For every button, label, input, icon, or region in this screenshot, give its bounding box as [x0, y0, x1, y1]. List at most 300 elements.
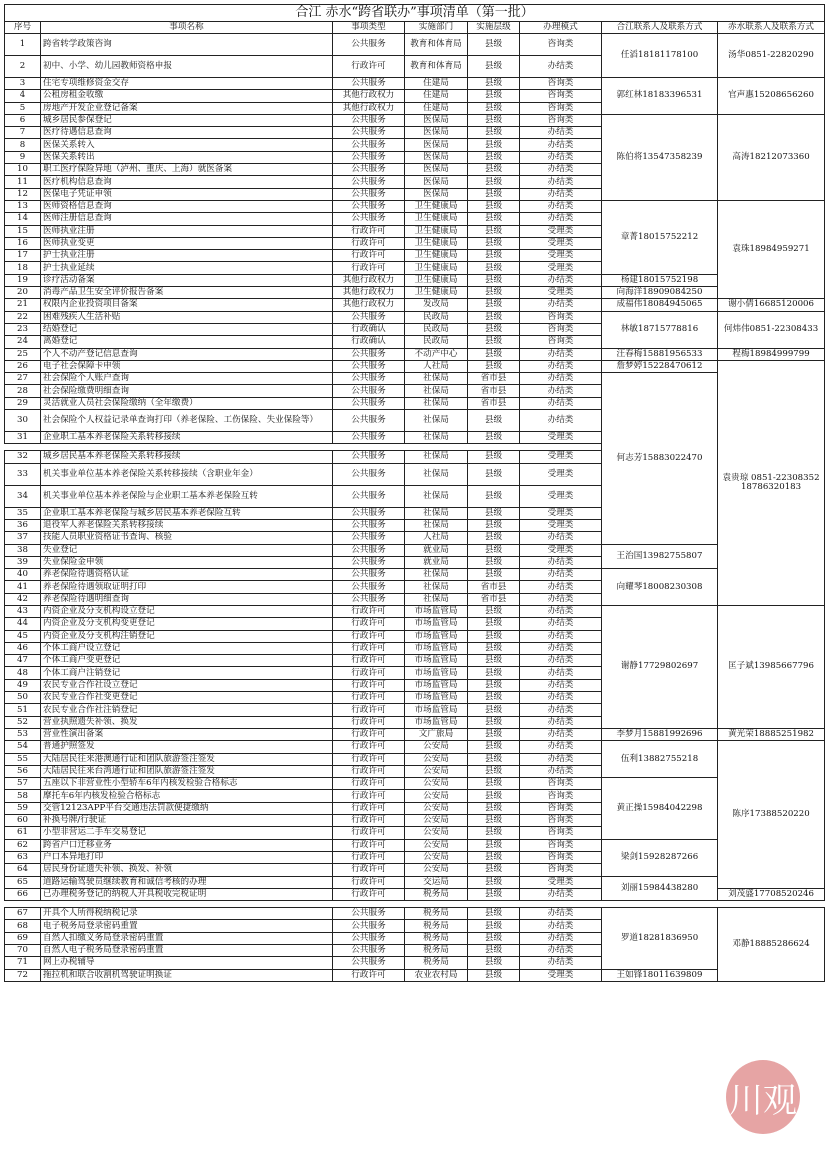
cell-chishui-contact: 程梅18984999799 — [718, 348, 825, 360]
cell-no: 7 — [5, 127, 41, 139]
cell-level: 省市县 — [468, 397, 520, 409]
cell-no: 21 — [5, 299, 41, 311]
cell-level: 县级 — [468, 605, 520, 617]
cell-no: 27 — [5, 373, 41, 385]
cell-hejiang-contact: 向海洋18909084250 — [602, 287, 718, 299]
cell-level: 县级 — [468, 802, 520, 814]
cell-item-type: 公共服务 — [333, 544, 405, 556]
cell-item-type: 行政许可 — [333, 851, 405, 863]
cell-department: 住建局 — [405, 102, 468, 114]
cell-item-type: 行政许可 — [333, 778, 405, 790]
cell-item-type: 公共服务 — [333, 532, 405, 544]
cell-item-type: 公共服务 — [333, 945, 405, 957]
cell-level: 省市县 — [468, 385, 520, 397]
cell-item-type: 行政许可 — [333, 753, 405, 765]
cell-chishui-contact: 何炜伟0851-22308433 — [718, 311, 825, 348]
cell-mode: 受理类 — [520, 225, 602, 237]
cell-mode: 办结类 — [520, 274, 602, 286]
cell-item-type: 公共服务 — [333, 932, 405, 944]
cell-item-name: 养老保险待遇资格认证 — [41, 569, 333, 581]
cell-department: 社保局 — [405, 451, 468, 463]
cell-level: 县级 — [468, 569, 520, 581]
cell-item-name: 医保关系转入 — [41, 139, 333, 151]
cell-department: 教育和体育局 — [405, 34, 468, 56]
cell-department: 公安局 — [405, 790, 468, 802]
cell-item-type: 行政许可 — [333, 642, 405, 654]
cell-hejiang-contact: 伍利13882755218 — [602, 741, 718, 778]
cell-department: 公安局 — [405, 765, 468, 777]
table-row — [5, 876, 825, 888]
cell-no: 38 — [5, 544, 41, 556]
cell-level: 县级 — [468, 188, 520, 200]
cell-department: 公安局 — [405, 802, 468, 814]
table-row — [5, 311, 825, 323]
cell-department: 社保局 — [405, 373, 468, 385]
cell-no: 34 — [5, 485, 41, 507]
cell-item-name: 社会保险个人账户查询 — [41, 373, 333, 385]
cell-item-name: 摩托车6年内核发检验合格标志 — [41, 790, 333, 802]
cell-department: 医保局 — [405, 176, 468, 188]
cell-no: 28 — [5, 385, 41, 397]
cell-department: 市场监管局 — [405, 692, 468, 704]
cell-item-type: 行政许可 — [333, 250, 405, 262]
cell-mode: 办结类 — [520, 920, 602, 932]
cell-mode: 办结类 — [520, 127, 602, 139]
cell-mode: 咨询类 — [520, 851, 602, 863]
cell-mode: 办结类 — [520, 213, 602, 225]
cell-no: 41 — [5, 581, 41, 593]
cell-department: 税务局 — [405, 908, 468, 920]
cell-level: 县级 — [468, 34, 520, 56]
cell-department: 社保局 — [405, 432, 468, 444]
cell-no: 11 — [5, 176, 41, 188]
cell-hejiang-contact: 陈伯将13547358239 — [602, 114, 718, 200]
cell-item-type: 行政许可 — [333, 839, 405, 851]
cell-item-name: 农民专业合作社变更登记 — [41, 692, 333, 704]
cell-department: 市场监管局 — [405, 655, 468, 667]
cell-mode: 办结类 — [520, 753, 602, 765]
cell-level: 县级 — [468, 778, 520, 790]
cell-level: 县级 — [468, 139, 520, 151]
cell-no: 16 — [5, 237, 41, 249]
cell-chishui-contact: 陈序17388520220 — [718, 741, 825, 889]
cell-level: 县级 — [468, 451, 520, 463]
cell-hejiang-contact: 向耀琴18008230308 — [602, 569, 718, 606]
cell-item-name: 普通护照签发 — [41, 741, 333, 753]
cell-hejiang-contact: 王如锋18011639809 — [602, 969, 718, 981]
cell-item-type: 行政许可 — [333, 864, 405, 876]
cell-level: 县级 — [468, 519, 520, 531]
cell-no: 69 — [5, 932, 41, 944]
cell-hejiang-contact: 谢静17729802697 — [602, 605, 718, 728]
cell-department: 社保局 — [405, 463, 468, 485]
cell-mode: 办结类 — [520, 908, 602, 920]
cell-no: 4 — [5, 90, 41, 102]
cell-no: 43 — [5, 605, 41, 617]
cell-department: 发改局 — [405, 299, 468, 311]
cell-item-type: 公共服务 — [333, 114, 405, 126]
cell-level: 县级 — [468, 507, 520, 519]
cell-department: 民政局 — [405, 336, 468, 348]
cell-no: 71 — [5, 957, 41, 969]
cell-no: 37 — [5, 532, 41, 544]
cell-item-name: 失业保险金申领 — [41, 556, 333, 568]
cell-level: 县级 — [468, 864, 520, 876]
cell-no: 14 — [5, 213, 41, 225]
table-row — [5, 360, 825, 372]
cell-level: 县级 — [468, 348, 520, 360]
cell-no: 12 — [5, 188, 41, 200]
cell-no: 22 — [5, 311, 41, 323]
cell-chishui-contact: 刘茂盛17708520246 — [718, 888, 825, 900]
cell-level: 县级 — [468, 827, 520, 839]
cell-department: 税务局 — [405, 945, 468, 957]
header-row — [5, 22, 825, 34]
cell-item-type: 行政许可 — [333, 655, 405, 667]
cell-item-name: 房地产开发企业登记备案 — [41, 102, 333, 114]
cell-mode: 受理类 — [520, 432, 602, 444]
cell-mode: 办结类 — [520, 642, 602, 654]
cell-mode: 受理类 — [520, 250, 602, 262]
cell-level: 县级 — [468, 164, 520, 176]
cell-item-type: 行政许可 — [333, 728, 405, 740]
cell-mode: 办结类 — [520, 176, 602, 188]
cell-item-name: 初中、小学、幼儿园教师资格申报 — [41, 56, 333, 78]
cell-level: 县级 — [468, 544, 520, 556]
cell-item-name: 技能人员职业资格证书查询、核验 — [41, 532, 333, 544]
cell-department: 医保局 — [405, 151, 468, 163]
cell-item-type: 公共服务 — [333, 78, 405, 90]
cell-item-type: 公共服务 — [333, 569, 405, 581]
cell-level: 县级 — [468, 692, 520, 704]
cell-no: 65 — [5, 876, 41, 888]
cell-item-name: 困难残疾人生活补贴 — [41, 311, 333, 323]
cell-item-type: 公共服务 — [333, 188, 405, 200]
cell-department: 医保局 — [405, 114, 468, 126]
cell-no: 53 — [5, 728, 41, 740]
table-row — [5, 287, 825, 299]
cell-item-name: 开具个人所得税纳税记录 — [41, 908, 333, 920]
cell-level: 县级 — [468, 655, 520, 667]
cell-mode: 办结类 — [520, 56, 602, 78]
cell-item-type: 公共服务 — [333, 127, 405, 139]
cell-item-type: 其他行政权力 — [333, 102, 405, 114]
cell-no: 56 — [5, 765, 41, 777]
cell-item-type: 公共服务 — [333, 373, 405, 385]
cell-item-name: 内资企业及分支机构设立登记 — [41, 605, 333, 617]
cell-department: 公安局 — [405, 741, 468, 753]
table-row — [5, 348, 825, 360]
cell-no: 64 — [5, 864, 41, 876]
cell-mode: 受理类 — [520, 519, 602, 531]
cell-hejiang-contact: 杨建18015752198 — [602, 274, 718, 286]
cell-mode: 咨询类 — [520, 790, 602, 802]
cell-department: 市场监管局 — [405, 630, 468, 642]
cell-level: 省市县 — [468, 581, 520, 593]
cell-chishui-contact: 黄光荣18885251982 — [718, 728, 825, 740]
cell-item-name: 社会保险缴费明细查询 — [41, 385, 333, 397]
cell-department: 市场监管局 — [405, 642, 468, 654]
table-row — [5, 200, 825, 212]
cell-mode: 办结类 — [520, 888, 602, 900]
cell-item-type: 公共服务 — [333, 556, 405, 568]
cell-mode: 咨询类 — [520, 778, 602, 790]
cell-level: 县级 — [468, 262, 520, 274]
cell-department: 人社局 — [405, 360, 468, 372]
cell-item-name: 电子税务局登录密码重置 — [41, 920, 333, 932]
cell-department: 市场监管局 — [405, 716, 468, 728]
cell-chishui-contact: 袁珠18984959271 — [718, 200, 825, 298]
cell-mode: 咨询类 — [520, 864, 602, 876]
cell-mode: 咨询类 — [520, 78, 602, 90]
cell-chishui-contact: 邓静18885286624 — [718, 908, 825, 982]
cell-mode: 咨询类 — [520, 839, 602, 851]
cell-mode: 办结类 — [520, 348, 602, 360]
cell-no: 5 — [5, 102, 41, 114]
cell-department: 公安局 — [405, 864, 468, 876]
cell-item-name: 大陆居民往来台湾通行证和团队旅游签注签发 — [41, 765, 333, 777]
table-row — [5, 569, 825, 581]
cell-item-name: 医师执业注册 — [41, 225, 333, 237]
cell-item-name: 退役军人养老保险关系转移接续 — [41, 519, 333, 531]
cell-item-type: 公共服务 — [333, 385, 405, 397]
cell-level: 县级 — [468, 790, 520, 802]
cell-item-name: 营业执照遗失补领、换发 — [41, 716, 333, 728]
cell-no: 61 — [5, 827, 41, 839]
cell-hejiang-contact: 黄正操15984042298 — [602, 778, 718, 839]
cell-item-name: 公租房租金收缴 — [41, 90, 333, 102]
cell-department: 市场监管局 — [405, 605, 468, 617]
cell-item-name: 营业性演出备案 — [41, 728, 333, 740]
cell-mode: 办结类 — [520, 957, 602, 969]
cell-item-name: 机关事业单位基本养老保险与企业职工基本养老保险互转 — [41, 485, 333, 507]
cell-level: 县级 — [468, 90, 520, 102]
cell-item-name: 交管12123APP平台交通违法罚款便捷缴纳 — [41, 802, 333, 814]
cell-item-name: 个体工商户变更登记 — [41, 655, 333, 667]
cell-hejiang-contact: 罗道18281836950 — [602, 908, 718, 969]
cell-item-name: 自然人电子税务局登录密码重置 — [41, 945, 333, 957]
cell-department: 医保局 — [405, 127, 468, 139]
cell-mode: 办结类 — [520, 164, 602, 176]
cell-department: 市场监管局 — [405, 704, 468, 716]
cell-no: 3 — [5, 78, 41, 90]
cell-chishui-contact: 高涛18212073360 — [718, 114, 825, 200]
cell-item-name: 企业职工基本养老保险与城乡居民基本养老保险互转 — [41, 507, 333, 519]
cell-item-name: 医保关系转出 — [41, 151, 333, 163]
cell-level: 县级 — [468, 876, 520, 888]
cell-item-name: 居民身份证遗失补领、换发、补领 — [41, 864, 333, 876]
cell-level: 县级 — [468, 741, 520, 753]
cell-mode: 办结类 — [520, 397, 602, 409]
cell-department: 社保局 — [405, 507, 468, 519]
cell-item-name: 医疗待遇信息查询 — [41, 127, 333, 139]
cell-mode: 受理类 — [520, 463, 602, 485]
cell-no: 39 — [5, 556, 41, 568]
table-row — [5, 34, 825, 56]
cell-level: 省市县 — [468, 373, 520, 385]
cell-level: 县级 — [468, 667, 520, 679]
cell-no: 57 — [5, 778, 41, 790]
cell-mode: 办结类 — [520, 932, 602, 944]
cell-level: 县级 — [468, 78, 520, 90]
cell-item-type: 行政许可 — [333, 618, 405, 630]
cell-level: 县级 — [468, 432, 520, 444]
header-item-type: 事项类型 — [333, 22, 405, 34]
cell-department: 卫生健康局 — [405, 262, 468, 274]
cell-level: 县级 — [468, 532, 520, 544]
cell-item-type: 行政许可 — [333, 679, 405, 691]
cell-item-name: 失业登记 — [41, 544, 333, 556]
table-row — [5, 839, 825, 851]
cell-department: 社保局 — [405, 593, 468, 605]
cell-no: 40 — [5, 569, 41, 581]
cell-item-type: 行政许可 — [333, 225, 405, 237]
cell-mode: 办结类 — [520, 728, 602, 740]
cell-item-name: 企业职工基本养老保险关系转移接续 — [41, 432, 333, 444]
cell-level: 县级 — [468, 485, 520, 507]
cell-item-name: 跨省转学政策咨询 — [41, 34, 333, 56]
cell-level: 县级 — [468, 237, 520, 249]
header-mode: 办理模式 — [520, 22, 602, 34]
cell-mode: 办结类 — [520, 679, 602, 691]
cell-department: 人社局 — [405, 532, 468, 544]
cell-level: 县级 — [468, 765, 520, 777]
cell-level: 县级 — [468, 102, 520, 114]
cell-department: 医保局 — [405, 164, 468, 176]
cell-no: 8 — [5, 139, 41, 151]
cell-level: 县级 — [468, 151, 520, 163]
cell-level: 县级 — [468, 114, 520, 126]
cell-no: 52 — [5, 716, 41, 728]
cell-hejiang-contact: 李梦月15881992696 — [602, 728, 718, 740]
cell-item-name: 个体工商户注销登记 — [41, 667, 333, 679]
table-gap-cell — [5, 444, 825, 451]
cell-no: 45 — [5, 630, 41, 642]
cell-mode: 办结类 — [520, 581, 602, 593]
cell-department: 公安局 — [405, 753, 468, 765]
cell-no: 2 — [5, 56, 41, 78]
cell-item-type: 公共服务 — [333, 164, 405, 176]
cell-no: 70 — [5, 945, 41, 957]
cell-department: 社保局 — [405, 410, 468, 432]
cell-department: 公安局 — [405, 778, 468, 790]
cell-mode: 办结类 — [520, 532, 602, 544]
cell-no: 32 — [5, 451, 41, 463]
cell-department: 卫生健康局 — [405, 213, 468, 225]
cell-no: 15 — [5, 225, 41, 237]
cell-no: 48 — [5, 667, 41, 679]
cell-no: 18 — [5, 262, 41, 274]
cell-item-type: 公共服务 — [333, 139, 405, 151]
cell-mode: 办结类 — [520, 569, 602, 581]
cell-item-name: 灵活就业人员社会保险缴纳（全年缴费） — [41, 397, 333, 409]
cell-item-name: 住宅专项维修资金交存 — [41, 78, 333, 90]
cell-level: 县级 — [468, 920, 520, 932]
cell-item-name: 机关事业单位基本养老保险关系转移接续（含职业年金） — [41, 463, 333, 485]
cell-department: 民政局 — [405, 323, 468, 335]
cell-no: 67 — [5, 908, 41, 920]
cell-item-name: 户口本异地打印 — [41, 851, 333, 863]
cell-mode: 办结类 — [520, 667, 602, 679]
cell-level: 县级 — [468, 618, 520, 630]
cell-item-type: 公共服务 — [333, 34, 405, 56]
cell-department: 教育和体育局 — [405, 56, 468, 78]
cell-mode: 咨询类 — [520, 311, 602, 323]
cell-department: 市场监管局 — [405, 679, 468, 691]
cell-department: 公安局 — [405, 815, 468, 827]
cell-level: 县级 — [468, 410, 520, 432]
cell-no: 17 — [5, 250, 41, 262]
cell-item-name: 医师资格信息查询 — [41, 200, 333, 212]
cell-department: 社保局 — [405, 519, 468, 531]
cell-hejiang-contact: 王治国13982755807 — [602, 544, 718, 569]
cell-chishui-contact: 袁贵琼 0851-22308352 18786320183 — [718, 360, 825, 605]
cell-level: 县级 — [468, 127, 520, 139]
cell-chishui-contact: 谢小倩16685120006 — [718, 299, 825, 311]
cell-mode: 咨询类 — [520, 802, 602, 814]
cell-mode: 办结类 — [520, 765, 602, 777]
cell-mode: 咨询类 — [520, 815, 602, 827]
cell-item-name: 消毒产品卫生安全评价报告备案 — [41, 287, 333, 299]
cell-item-type: 公共服务 — [333, 908, 405, 920]
cell-item-name: 大陆居民往来港澳通行证和团队旅游签注签发 — [41, 753, 333, 765]
cell-item-type: 行政许可 — [333, 888, 405, 900]
cell-item-type: 公共服务 — [333, 485, 405, 507]
header-no: 序号 — [5, 22, 41, 34]
cell-item-name: 结婚登记 — [41, 323, 333, 335]
cell-no: 33 — [5, 463, 41, 485]
cell-no: 36 — [5, 519, 41, 531]
cell-item-type: 行政许可 — [333, 667, 405, 679]
cell-mode: 办结类 — [520, 200, 602, 212]
cell-item-name: 个体工商户设立登记 — [41, 642, 333, 654]
cell-mode: 咨询类 — [520, 114, 602, 126]
cell-mode: 办结类 — [520, 630, 602, 642]
cell-department: 税务局 — [405, 920, 468, 932]
cell-item-type: 公共服务 — [333, 151, 405, 163]
cell-item-name: 农民专业合作社设立登记 — [41, 679, 333, 691]
cell-no: 49 — [5, 679, 41, 691]
cell-department: 医保局 — [405, 188, 468, 200]
cell-item-name: 跨省户口迁移业务 — [41, 839, 333, 851]
cell-mode: 受理类 — [520, 451, 602, 463]
cell-level: 县级 — [468, 225, 520, 237]
table-row — [5, 373, 825, 385]
cell-item-name: 养老保险待遇领取证明打印 — [41, 581, 333, 593]
cell-item-name: 网上办税辅导 — [41, 957, 333, 969]
cell-mode: 办结类 — [520, 139, 602, 151]
cell-no: 44 — [5, 618, 41, 630]
cell-item-type: 其他行政权力 — [333, 274, 405, 286]
cell-department: 卫生健康局 — [405, 274, 468, 286]
cell-mode: 办结类 — [520, 360, 602, 372]
cell-item-type: 行政许可 — [333, 815, 405, 827]
cell-hejiang-contact: 章菁18015752212 — [602, 200, 718, 274]
table-row — [5, 908, 825, 920]
cell-mode: 办结类 — [520, 188, 602, 200]
cell-mode: 办结类 — [520, 556, 602, 568]
cell-department: 就业局 — [405, 556, 468, 568]
cell-mode: 咨询类 — [520, 102, 602, 114]
cell-department: 税务局 — [405, 957, 468, 969]
cell-mode: 办结类 — [520, 299, 602, 311]
cell-no: 31 — [5, 432, 41, 444]
cell-department: 卫生健康局 — [405, 250, 468, 262]
cell-no: 25 — [5, 348, 41, 360]
cell-no: 35 — [5, 507, 41, 519]
cell-mode: 受理类 — [520, 544, 602, 556]
cell-item-type: 公共服务 — [333, 920, 405, 932]
